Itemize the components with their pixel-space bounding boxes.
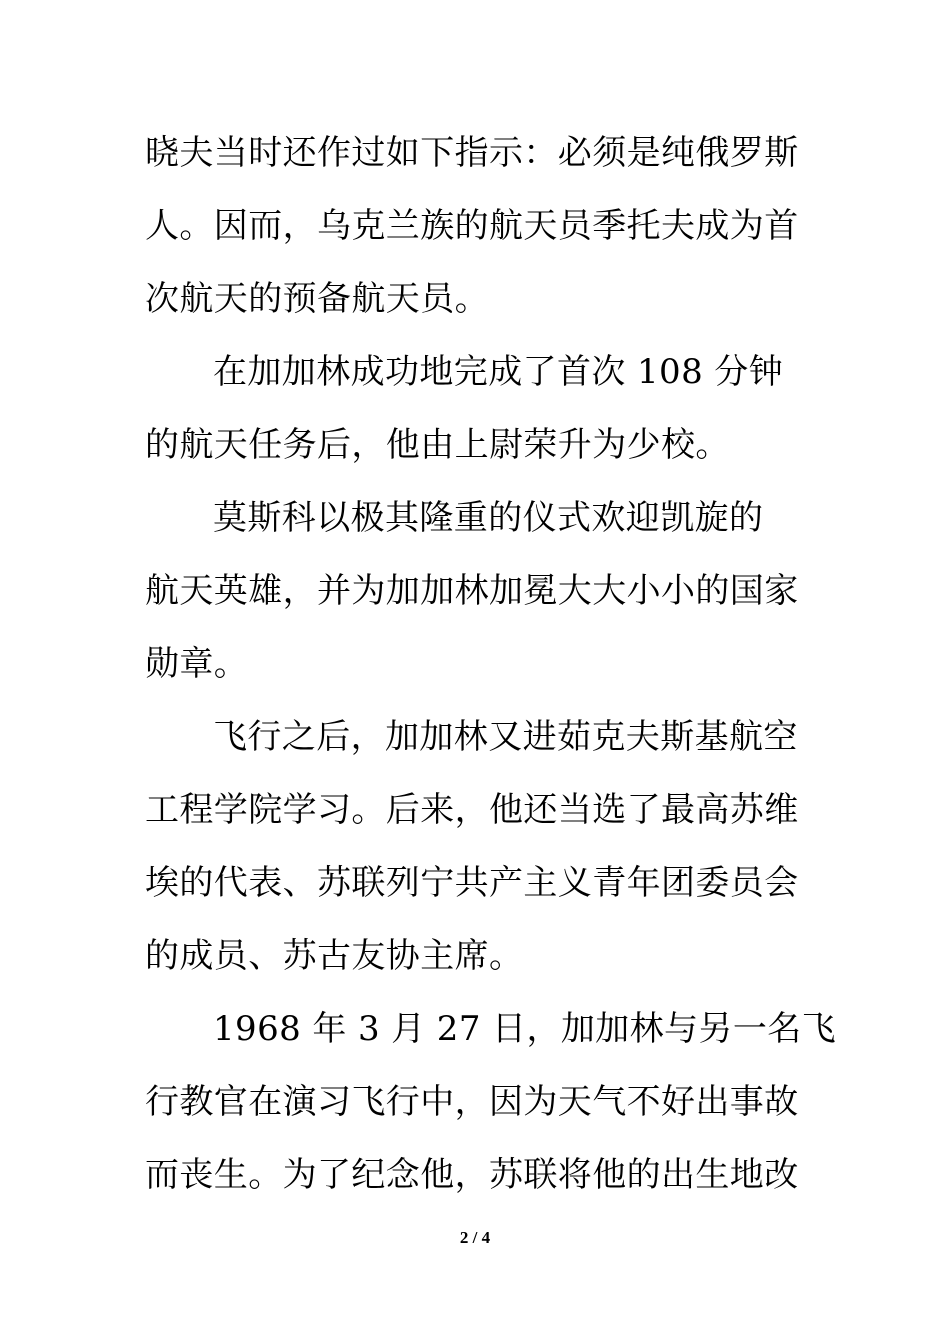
text-line-12: 的成员、苏古友协主席。: [145, 936, 524, 976]
page-number: 2 / 4: [459, 1228, 491, 1247]
text-line-2: 人。因而，乌克兰族的航天员季托夫成为首: [145, 206, 799, 246]
text-line-13: 1968 年 3 月 27 日，加加林与另一名飞: [213, 1009, 837, 1049]
text-line-15: 而丧生。为了纪念他，苏联将他的出生地改: [145, 1155, 799, 1195]
text-line-7: 航天英雄，并为加加林加冕大大小小的国家: [145, 571, 799, 611]
text-line-8: 勋章。: [145, 644, 249, 684]
text-line-11: 埃的代表、苏联列宁共产主义青年团委员会: [145, 863, 799, 903]
text-line-14: 行教官在演习飞行中，因为天气不好出事故: [145, 1082, 799, 1122]
text-line-1: 晓夫当时还作过如下指示：必须是纯俄罗斯: [145, 133, 799, 173]
text-line-6: 莫斯科以极其隆重的仪式欢迎凯旋的: [213, 498, 764, 538]
text-line-4: 在加加林成功地完成了首次 108 分钟: [213, 352, 784, 392]
text-line-5: 的航天任务后，他由上尉荣升为少校。: [145, 425, 730, 465]
text-line-3: 次航天的预备航天员。: [145, 279, 489, 319]
text-line-10: 工程学院学习。后来，他还当选了最高苏维: [145, 790, 799, 830]
text-line-9: 飞行之后，加加林又进茹克夫斯基航空: [213, 717, 798, 757]
